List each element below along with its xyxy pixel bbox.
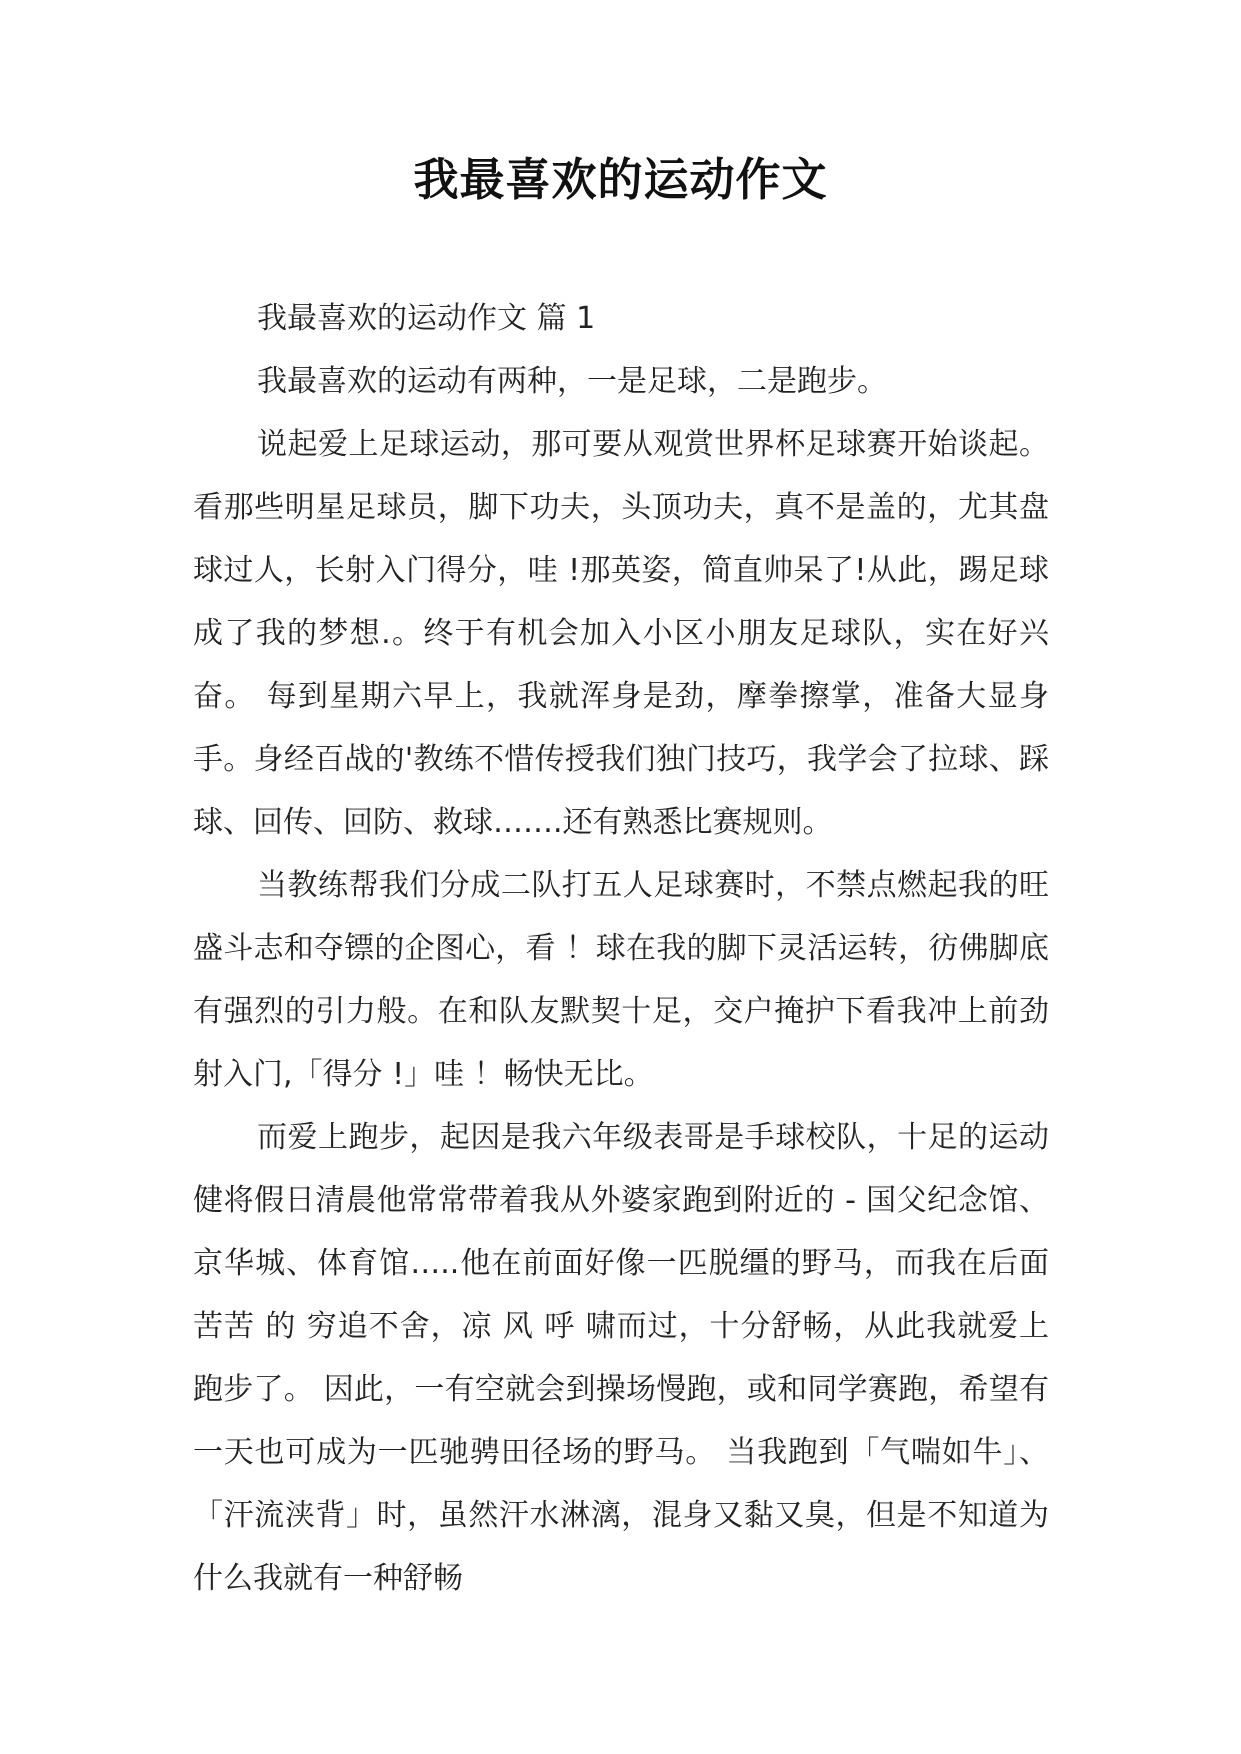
paragraph-football-match: 当教练帮我们分成二队打五人足球赛时，不禁点燃起我的旺盛斗志和夺镖的企图心，看 ！球在我的脚下灵活运转，彷佛脚底有强烈的引力般。在和队友默契十足，交户掩护下看我冲上前劲射入门,「得分 !」哇 ！畅快无比。	[193, 868, 1049, 1092]
section-heading: 我最喜欢的运动作文 篇 1	[257, 301, 596, 336]
paragraph-running: 而爱上跑步，起因是我六年级表哥是手球校队，十足的运动健将假日清晨他常常带着我从外婆家跑到附近的 - 国父纪念馆、京华城、体育馆…..他在前面好像一匹脱缰的野马，而我在后面苦苦 的 穷追不舍，凉 风 呼 啸而过，十分舒畅，从此我就爱上跑步了。 因此，一有空就会到操场慢跑，或和同学赛跑，希望有一天也可成为一匹驰骋田径场的野马。 当我跑到「气喘如牛」、「汗流浃背」时，虽然汗水淋漓，混身又黏又臭，但是不知道为什么我就有一种舒畅	[193, 1120, 1049, 1596]
document-body	[193, 287, 1049, 1610]
paragraph-intro: 我最喜欢的运动有两种，一是足球，二是跑步。	[257, 364, 887, 399]
paragraph-football-love: 说起爱上足球运动，那可要从观赏世界杯足球赛开始谈起。 看那些明星足球员，脚下功夫，头顶功夫，真不是盖的，尤其盘球过人，长射入门得分，哇 !那英姿，简直帅呆了!从此，踢足球成了我的梦想.。终于有机会加入小区小朋友足球队，实在好兴奋。 每到星期六早上，我就浑身是劲，摩拳擦掌，准备大显身手。身经百战的'教练不惜传授我们独门技巧，我学会了拉球、踩球、回传、回防、救球…….还有熟悉比赛规则。	[193, 427, 1049, 840]
document-title: 我最喜欢的运动作文	[413, 153, 828, 206]
